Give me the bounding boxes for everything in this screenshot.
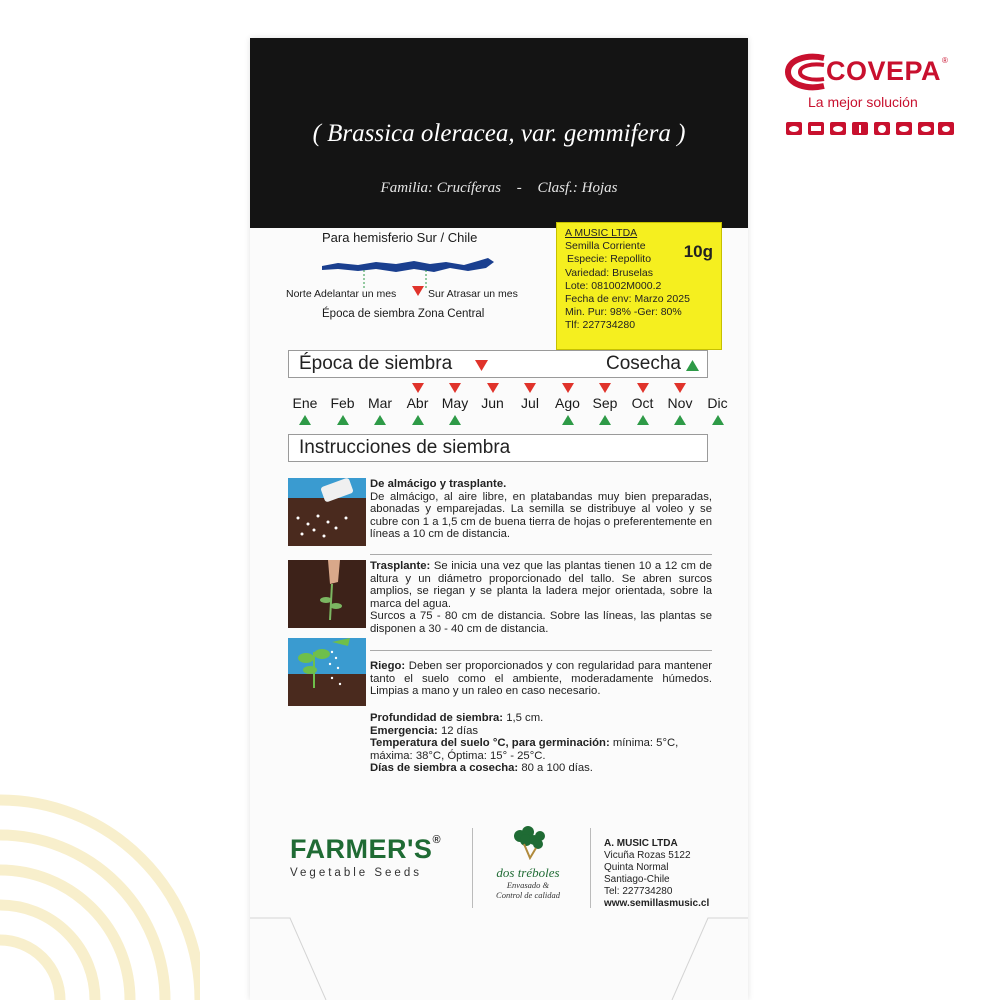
fact-days-value: 80 a 100 días. xyxy=(518,762,593,775)
zone-label: Época de siembra Zona Central xyxy=(322,308,485,320)
month-name: Ene xyxy=(292,395,318,411)
fact-temperature-label: Temperatura del suelo °C, para germinación: xyxy=(370,737,610,750)
contact-phone: Tel: 227734280 xyxy=(604,886,673,897)
month-name: Jun xyxy=(481,395,504,411)
lot-pack-date: Fecha de env: Marzo 2025 xyxy=(565,293,690,306)
month-name: Nov xyxy=(667,395,693,411)
fact-temperature-value: mínima: 5°C, máxima: 38°C, Óptima: 15° - 25°C. xyxy=(370,737,679,762)
contact-web: www.semillasmusic.cl xyxy=(604,898,710,909)
trasplante-body: Se inicia una vez que las plantas tienen 10 a 12 cm de altura y un diámetro proporcionado del tallo. Se abren surcos amplios, se riegan y se planta la ladera mejor orientada, sobre la marca del agua. xyxy=(370,560,712,610)
scientific-name: ( Brassica oleracea, var. gemmifera ) xyxy=(312,120,686,147)
month-name: Dic xyxy=(707,395,728,411)
contact-address: Vicuña Rozas 5122 xyxy=(604,850,691,861)
lot-variety: Variedad: Bruselas xyxy=(565,266,653,279)
harvest-title: Cosecha xyxy=(606,353,681,374)
month-name: Oct xyxy=(631,395,654,411)
farmers-registered: ® xyxy=(432,834,442,846)
classification-text: Clasf.: Hojas xyxy=(537,180,618,196)
lot-type: Semilla Corriente xyxy=(565,240,646,253)
family-text: Familia: Crucíferas xyxy=(380,180,501,196)
hemisphere-title: Para hemisferio Sur / Chile xyxy=(322,230,478,245)
farmers-brand: FARMER'S xyxy=(290,834,433,864)
month-name: Feb xyxy=(330,395,355,411)
treboles-tag-1: Envasado & xyxy=(506,880,550,890)
lot-number: Lote: 081002M000.2 xyxy=(565,279,662,292)
north-label: Norte Adelantar un mes xyxy=(286,288,397,300)
almacigo-heading: De almácigo y trasplante. xyxy=(370,478,507,490)
surcos-body: Surcos a 75 - 80 cm de distancia. Sobre las líneas, las plantas se disponen a 30 - 40 cm de distancia. xyxy=(370,610,712,635)
month-name: Ago xyxy=(555,395,580,411)
contact-commune: Quinta Normal xyxy=(604,862,669,873)
fact-depth-label: Profundidad de siembra: xyxy=(370,712,504,724)
covepa-slogan: La mejor solución xyxy=(808,94,918,110)
month-name: Mar xyxy=(367,395,393,411)
riego-heading: Riego: xyxy=(370,660,406,672)
lot-purity: Min. Pur: 98% -Ger: 80% xyxy=(565,306,682,319)
farmers-subtitle: Vegetable Seeds xyxy=(290,867,422,879)
packet-fold xyxy=(250,38,748,1000)
contact-company: A. MUSIC LTDA xyxy=(604,838,678,849)
lot-species: Especie: Repollito xyxy=(567,253,652,266)
month-name: Abr xyxy=(406,395,429,411)
covepa-swoosh-icon xyxy=(784,52,832,92)
south-label: Sur Atrasar un mes xyxy=(428,288,518,300)
month-name: Sep xyxy=(592,395,618,411)
lot-company: A MUSIC LTDA xyxy=(565,227,638,239)
trasplante-heading: Trasplante: xyxy=(370,560,431,572)
treboles-brand: dos tréboles xyxy=(496,865,560,880)
covepa-registered: ® xyxy=(942,56,948,65)
month-name: Jul xyxy=(521,395,539,411)
fact-depth-value: 1,5 cm. xyxy=(503,712,544,724)
sowing-title: Época de siembra xyxy=(299,353,453,374)
fact-emergence-value: 12 días xyxy=(437,724,479,737)
fact-emergence-label: Emergencia: xyxy=(370,724,438,737)
decorative-arcs xyxy=(0,0,200,1000)
lot-weight: 10g xyxy=(683,242,713,261)
treboles-tag-2: Control de calidad xyxy=(496,889,560,900)
month-name: May xyxy=(441,395,469,411)
riego-body: Deben ser proporcionados y con regularidad para mantener tanto el suelo como el ambiente, moderadamente húmedos. Limpias a mano y un raleo en caso necesario. xyxy=(370,660,712,698)
fact-days-label: Días de siembra a cosecha: xyxy=(370,762,519,775)
almacigo-body: De almácigo, al aire libre, en platabandas muy bien preparadas, abonadas y emparejadas. La semilla se distribuye al voleo y se cubre con 1 a 1,5 cm de buena tierra de hojas o preferentemente en líneas a 10 cm de distancia. xyxy=(370,490,712,541)
covepa-name: COVEPA xyxy=(826,56,942,86)
family-separator: - xyxy=(516,180,522,196)
contact-city: Santiago-Chile xyxy=(604,874,670,885)
covepa-category-icons xyxy=(786,120,954,138)
lot-phone: Tlf: 227734280 xyxy=(565,319,636,332)
seed-packet xyxy=(250,38,748,1000)
instructions-title: Instrucciones de siembra xyxy=(299,437,511,458)
